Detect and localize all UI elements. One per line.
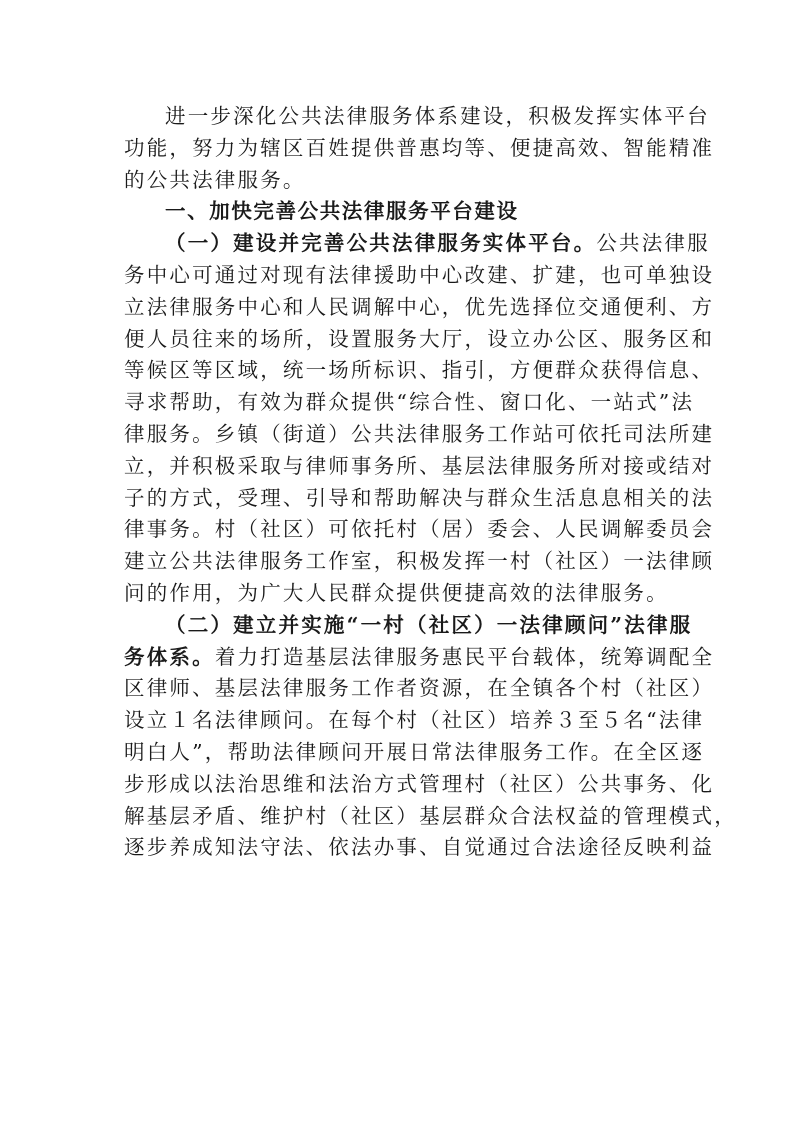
subsection-title: （二）建立并实施“一村（社区）一法律顾问”法律服: [165, 612, 693, 637]
paragraph-line: 进一步深化公共法律服务体系建设，积极发挥实体平台: [165, 104, 710, 128]
paragraph-line: 设立１名法律顾问。在每个村（社区）培养３至５名“法律: [124, 708, 705, 733]
paragraph-line: 建立公共法律服务工作室，积极发挥一村（社区）一法律顾: [124, 549, 715, 574]
paragraph-line: 问的作用，为广大人民群众提供便捷高效的法律服务。: [124, 580, 669, 605]
paragraph-line: 功能，努力为辖区百姓提供普惠均等、便捷高效、智能精准: [124, 135, 715, 160]
paragraph-line: 解基层矛盾、维护村（社区）基层群众合法权益的管理模式，: [124, 803, 737, 828]
paragraph-line: [124, 228, 710, 260]
paragraph-line: 步形成以法治思维和法治方式管理村（社区）公共事务、化: [124, 771, 715, 796]
paragraph-line: 子的方式，受理、引导和帮助解决与群众生活息息相关的法: [124, 485, 715, 510]
paragraph-line: 等候区等区域，统一场所标识、指引，方便群众获得信息、: [124, 358, 715, 383]
paragraph-line: 务中心可通过对现有法律援助中心改建、扩建，也可单独设: [124, 262, 715, 287]
section-heading: 一、加快完善公共法律服务平台建设: [165, 199, 519, 224]
paragraph-line: [124, 642, 715, 674]
subsection-title: （一）建设并完善公共法律服务实体平台。: [165, 231, 597, 256]
paragraph-text: 着力打造基层法律服务惠民平台载体，统筹调配全: [214, 644, 715, 669]
paragraph-line: 寻求帮助，有效为群众提供“综合性、窗口化、一站式”法: [124, 390, 695, 415]
document-body: [124, 101, 737, 864]
paragraph-line: 律事务。村（社区）可依托村（居）委会、人民调解委员会: [124, 517, 715, 542]
paragraph-line: 的公共法律服务。: [124, 167, 306, 192]
subsection-title: 务体系。: [124, 644, 215, 669]
paragraph-line: 立，并积极采取与律师事务所、基层法律服务所对接或结对: [124, 453, 715, 478]
paragraph-line: 立法律服务中心和人民调解中心，优先选择位交通便利、方: [124, 294, 715, 319]
paragraph-text: 公共法律服: [596, 231, 710, 256]
paragraph-line: 明白人”，帮助法律顾问开展日常法律服务工作。在全区逐: [124, 739, 705, 764]
paragraph-line: 区律师、基层法律服务工作者资源，在全镇各个村（社区）: [124, 676, 715, 701]
paragraph-line: 逐步养成知法守法、依法办事、自觉通过合法途径反映利益: [124, 835, 715, 860]
paragraph-line: 便人员往来的场所，设置服务大厅，设立办公区、服务区和: [124, 326, 715, 351]
paragraph-line: 律服务。乡镇（街道）公共法律服务工作站可依托司法所建: [124, 421, 715, 446]
